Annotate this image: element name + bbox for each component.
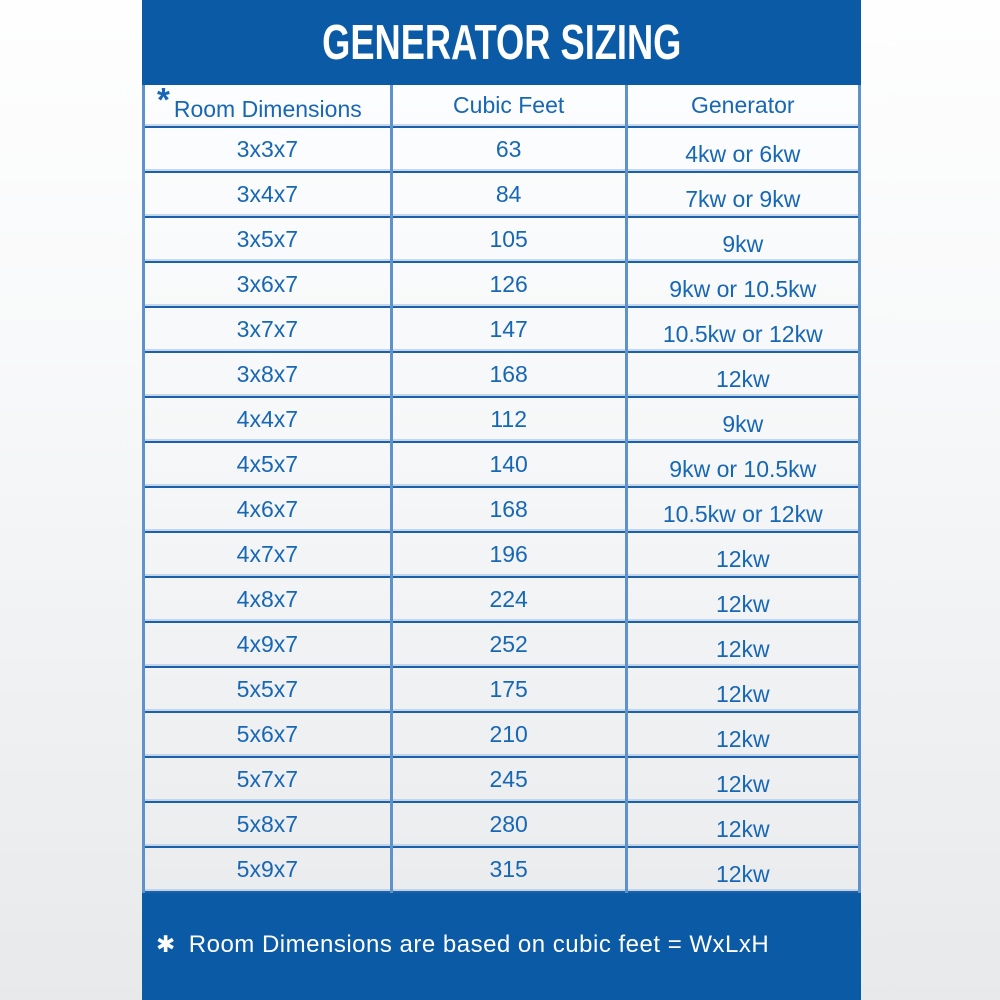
cubic-feet-cell: 315 — [391, 847, 626, 892]
table-row — [144, 172, 860, 217]
generator-cell: 12kw — [626, 352, 859, 397]
footnote-text — [142, 893, 861, 959]
page-title: GENERATOR SIZING — [321, 15, 682, 70]
cubic-feet-cell: 84 — [391, 172, 626, 217]
generator-sizing-table — [142, 80, 861, 893]
table-header-row — [144, 85, 860, 127]
generator-cell: 12kw — [626, 802, 859, 847]
table-row — [144, 847, 860, 892]
generator-cell: 9kw or 10.5kw — [626, 262, 859, 307]
cubic-feet-cell: 224 — [391, 577, 626, 622]
asterisk-icon: * — [157, 80, 170, 118]
cubic-feet-cell: 112 — [391, 397, 626, 442]
table-row — [144, 622, 860, 667]
cubic-feet-header: Cubic Feet — [391, 85, 626, 127]
room-dimensions-cell: 3x3x7 — [144, 127, 392, 172]
room-dimensions-cell: 3x4x7 — [144, 172, 392, 217]
table-body — [144, 127, 860, 892]
generator-cell: 4kw or 6kw — [626, 127, 859, 172]
generator-sizing-panel — [142, 0, 861, 1000]
generator-cell: 12kw — [626, 577, 859, 622]
room-dimensions-cell: 5x9x7 — [144, 847, 392, 892]
cubic-feet-cell: 175 — [391, 667, 626, 712]
cubic-feet-cell: 168 — [391, 352, 626, 397]
room-dimensions-header — [144, 80, 392, 127]
room-dimensions-cell: 3x6x7 — [144, 262, 392, 307]
table-row — [144, 127, 860, 172]
cubic-feet-cell: 168 — [391, 487, 626, 532]
table-row — [144, 802, 860, 847]
room-dimensions-cell: 4x5x7 — [144, 442, 392, 487]
table-row — [144, 307, 860, 352]
cubic-feet-cell: 63 — [391, 127, 626, 172]
cubic-feet-cell: 280 — [391, 802, 626, 847]
room-dimensions-cell: 5x7x7 — [144, 757, 392, 802]
table-row — [144, 532, 860, 577]
cubic-feet-cell: 252 — [391, 622, 626, 667]
room-dimensions-cell: 4x8x7 — [144, 577, 392, 622]
cubic-feet-cell: 196 — [391, 532, 626, 577]
room-dimensions-cell: 5x6x7 — [144, 712, 392, 757]
generator-cell: 12kw — [626, 532, 859, 577]
generator-cell: 12kw — [626, 847, 859, 892]
title-band — [142, 0, 861, 85]
generator-cell: 7kw or 9kw — [626, 172, 859, 217]
generator-cell: 12kw — [626, 667, 859, 712]
generator-cell: 12kw — [626, 622, 859, 667]
generator-cell: 9kw or 10.5kw — [626, 442, 859, 487]
table-row — [144, 487, 860, 532]
table-row — [144, 262, 860, 307]
table-row — [144, 667, 860, 712]
generator-header: Generator — [626, 85, 859, 127]
cubic-feet-cell: 126 — [391, 262, 626, 307]
generator-cell: 12kw — [626, 712, 859, 757]
room-dimensions-cell: 4x4x7 — [144, 397, 392, 442]
table-row — [144, 217, 860, 262]
room-dimensions-cell: 5x8x7 — [144, 802, 392, 847]
room-dimensions-cell: 4x9x7 — [144, 622, 392, 667]
cubic-feet-cell: 210 — [391, 712, 626, 757]
table-row — [144, 442, 860, 487]
footnote-label: Room Dimensions are based on cubic feet = WxLxH — [188, 931, 770, 958]
asterisk-icon: ✱ — [156, 931, 176, 957]
generator-cell: 10.5kw or 12kw — [626, 487, 859, 532]
room-dimensions-cell: 3x5x7 — [144, 217, 392, 262]
cubic-feet-cell: 245 — [391, 757, 626, 802]
cubic-feet-cell: 140 — [391, 442, 626, 487]
table-row — [144, 397, 860, 442]
room-dimensions-cell: 3x8x7 — [144, 352, 392, 397]
footnote-band — [142, 893, 861, 959]
cubic-feet-cell: 105 — [391, 217, 626, 262]
generator-cell: 9kw — [626, 397, 859, 442]
room-dimensions-cell: 4x7x7 — [144, 532, 392, 577]
generator-cell: 9kw — [626, 217, 859, 262]
room-dimensions-header-label: Room Dimensions — [173, 95, 362, 122]
generator-cell: 12kw — [626, 757, 859, 802]
room-dimensions-cell: 3x7x7 — [144, 307, 392, 352]
table-row — [144, 757, 860, 802]
room-dimensions-cell: 4x6x7 — [144, 487, 392, 532]
generator-cell: 10.5kw or 12kw — [626, 307, 859, 352]
cubic-feet-cell: 147 — [391, 307, 626, 352]
table-row — [144, 577, 860, 622]
room-dimensions-cell: 5x5x7 — [144, 667, 392, 712]
table-row — [144, 712, 860, 757]
table-row — [144, 352, 860, 397]
